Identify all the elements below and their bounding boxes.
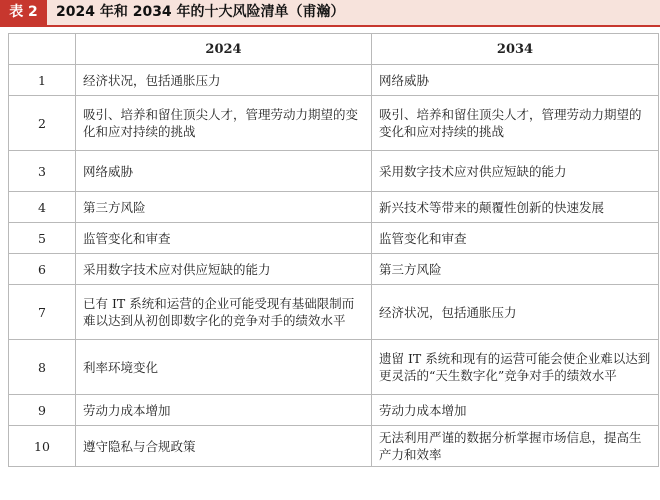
risk-2024-cell: 劳动力成本增加 xyxy=(76,395,372,426)
table-title: 2024 年和 2034 年的十大风险清单（甫瀚） xyxy=(56,4,345,20)
risk-2024-cell: 遵守隐私与合规政策 xyxy=(76,426,372,467)
risk-2034-cell: 监管变化和审查 xyxy=(372,223,659,254)
table-row xyxy=(9,254,659,285)
risk-2034-cell: 经济状况，包括通胀压力 xyxy=(372,285,659,340)
table-header-row xyxy=(9,34,659,65)
table-row xyxy=(9,151,659,192)
rank-cell: 5 xyxy=(9,223,76,254)
rank-cell: 9 xyxy=(9,395,76,426)
risk-2034-cell: 吸引、培养和留住顶尖人才，管理劳动力期望的变化和应对持续的挑战 xyxy=(372,96,659,151)
risk-2034-cell: 劳动力成本增加 xyxy=(372,395,659,426)
table-row xyxy=(9,192,659,223)
risk-2024-cell: 经济状况，包括通胀压力 xyxy=(76,65,372,96)
rank-cell: 8 xyxy=(9,340,76,395)
rank-cell: 6 xyxy=(9,254,76,285)
rank-cell: 2 xyxy=(9,96,76,151)
risk-2034-cell: 遗留 IT 系统和现有的运营可能会使企业难以达到更灵活的“天生数字化”竞争对手的绩效水平 xyxy=(372,340,659,395)
rank-cell: 7 xyxy=(9,285,76,340)
risk-2034-cell: 第三方风险 xyxy=(372,254,659,285)
table-row xyxy=(9,340,659,395)
table-number-tag: 表 2 xyxy=(0,0,47,25)
risk-2034-cell: 新兴技术等带来的颠覆性创新的快速发展 xyxy=(372,192,659,223)
rank-cell: 1 xyxy=(9,65,76,96)
rank-cell: 3 xyxy=(9,151,76,192)
risk-2024-cell: 监管变化和审查 xyxy=(76,223,372,254)
risk-table xyxy=(8,33,659,467)
risk-2034-cell: 网络威胁 xyxy=(372,65,659,96)
header-cell-rank xyxy=(9,34,76,65)
risk-2024-cell: 吸引、培养和留住顶尖人才，管理劳动力期望的变化和应对持续的挑战 xyxy=(76,96,372,151)
table-row xyxy=(9,426,659,467)
table-row xyxy=(9,395,659,426)
table-row xyxy=(9,285,659,340)
table-row xyxy=(9,96,659,151)
header-cell-2034: 2034 xyxy=(372,34,659,65)
header-cell-2024: 2024 xyxy=(76,34,372,65)
table-row xyxy=(9,65,659,96)
risk-2024-cell: 网络威胁 xyxy=(76,151,372,192)
risk-2024-cell: 第三方风险 xyxy=(76,192,372,223)
risk-2024-cell: 利率环境变化 xyxy=(76,340,372,395)
table-title-bar xyxy=(0,0,660,27)
rank-cell: 4 xyxy=(9,192,76,223)
table-row xyxy=(9,223,659,254)
risk-2034-cell: 采用数字技术应对供应短缺的能力 xyxy=(372,151,659,192)
risk-2024-cell: 已有 IT 系统和运营的企业可能受现有基础限制而难以达到从初创即数字化的竞争对手的绩效水平 xyxy=(76,285,372,340)
risk-2034-cell: 无法利用严谨的数据分析掌握市场信息，提高生产力和效率 xyxy=(372,426,659,467)
rank-cell: 10 xyxy=(9,426,76,467)
risk-2024-cell: 采用数字技术应对供应短缺的能力 xyxy=(76,254,372,285)
